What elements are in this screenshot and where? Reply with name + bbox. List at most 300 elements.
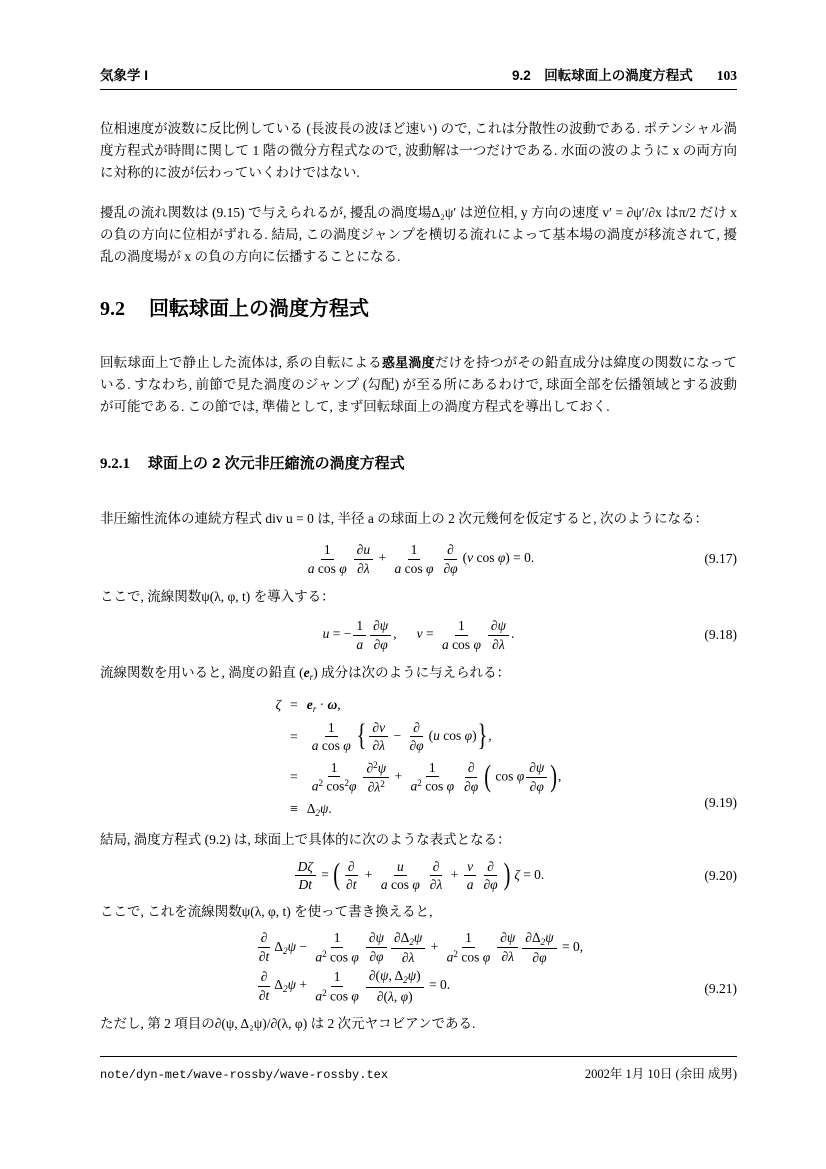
vorticity-line-post: ) 成分は次のように与えられる： <box>313 665 511 681</box>
equation-row <box>323 618 515 652</box>
math-token: . <box>328 800 332 816</box>
math-token: ∂ <box>500 930 507 946</box>
fraction <box>391 930 425 966</box>
math-token: φ <box>539 949 547 965</box>
equation-row <box>276 757 562 798</box>
math-token: ∂ <box>483 877 491 893</box>
math-token: ( <box>462 550 468 566</box>
math-token: + <box>427 938 442 954</box>
fraction-denominator <box>461 778 481 795</box>
fraction-denominator <box>464 876 477 893</box>
equation-number: (9.21) <box>704 981 737 997</box>
math-token: a <box>307 560 315 576</box>
math-token: v <box>467 550 474 566</box>
equation-rhs <box>307 757 562 798</box>
math-token: 2 <box>417 778 422 789</box>
equation-9-21 <box>100 927 737 1008</box>
fraction <box>440 542 460 576</box>
fraction <box>295 859 316 893</box>
fraction-denominator <box>312 948 362 965</box>
math-token: + <box>375 550 390 566</box>
math-token: Δ <box>274 938 283 954</box>
fraction-numerator <box>345 859 358 877</box>
math-token: cos <box>314 560 340 576</box>
math-token: ∂ <box>372 719 380 735</box>
radial-basis-vector-subscript: r <box>309 671 314 682</box>
math-token: 1 <box>410 542 418 557</box>
equation-9-20 <box>100 857 737 895</box>
math-token: = − <box>329 626 352 642</box>
math-token: cos <box>326 988 352 1004</box>
math-token: φ <box>343 738 351 754</box>
fraction-denominator <box>378 876 423 893</box>
fraction-denominator <box>480 876 500 893</box>
math-token: ) <box>416 968 421 984</box>
paragraph-dispersion: 位相速度が波数に反比例している (長波長の波ほど速い) ので, これは分散性の波動である. ポテンシャル渦度方程式が時間に関して 1 階の微分方程式なので, 波動解は一つだけである. 水面の波のように x の両方向に対称的に波が伝わっていくわけではない. <box>100 121 737 180</box>
math-token: ∂ <box>501 948 509 964</box>
math-token: cos <box>448 636 474 652</box>
math-token: φ <box>400 988 409 1004</box>
equation-row <box>254 930 583 966</box>
fraction <box>370 618 391 652</box>
fraction <box>343 859 359 893</box>
fraction-numerator <box>488 618 509 636</box>
fraction <box>363 760 389 795</box>
math-token: + <box>361 866 376 882</box>
fraction-denominator <box>312 987 362 1004</box>
math-token: ∂ <box>260 969 268 985</box>
math-token: ∂ <box>367 779 375 795</box>
math-token: φ <box>351 949 359 965</box>
math-token: φ <box>380 636 388 652</box>
math-token: ∂ <box>447 542 454 557</box>
equation-row <box>276 694 562 717</box>
fraction <box>488 618 509 652</box>
math-token: cos <box>326 949 352 965</box>
equation-row <box>276 717 562 757</box>
header-running-title <box>512 64 737 84</box>
fraction <box>378 859 423 893</box>
math-token: φ <box>412 877 420 893</box>
big-delimiter: ) <box>550 760 557 794</box>
fraction-denominator <box>371 636 391 653</box>
math-token: ∂ <box>368 930 376 946</box>
math-token: − <box>295 938 311 954</box>
math-token: 2 <box>318 778 324 789</box>
header-section-text: 9.2 回転球面上の渦度方程式 <box>511 68 693 83</box>
fraction <box>439 618 484 652</box>
fraction-denominator <box>499 948 518 965</box>
math-token: φ <box>490 877 498 893</box>
math-token: ψ <box>379 618 389 634</box>
subsection-number: 9.2.1 <box>100 456 130 472</box>
fraction-numerator <box>464 859 476 877</box>
fraction <box>256 930 272 964</box>
math-token: cos <box>401 560 426 576</box>
big-delimiter: ( <box>333 858 341 892</box>
math-token: ∂ <box>347 858 355 874</box>
fraction-denominator <box>366 948 386 965</box>
big-delimiter: } <box>477 719 488 753</box>
paragraph-jacobian-note: ただし, 第 2 項目の∂(ψ, Δ₂ψ)/∂(λ, φ) は 2 次元ヤコビアンである. <box>100 1016 476 1032</box>
math-token: ∂ <box>373 618 380 634</box>
math-token: 2 <box>403 975 408 986</box>
paragraph-streamfunction-intro: ここで, 流線関数ψ(λ, φ, t) を導入する： <box>100 589 335 605</box>
fraction-numerator <box>394 859 407 877</box>
math-token: ∂ <box>529 760 536 776</box>
math-token: a <box>311 738 319 754</box>
math-token: ∂ <box>258 948 266 964</box>
math-token: λ <box>508 948 515 964</box>
math-token: ω <box>327 696 338 712</box>
equation-rhs <box>307 798 562 821</box>
fraction-numerator <box>408 542 421 560</box>
fraction <box>309 760 360 795</box>
fraction-denominator <box>369 737 388 754</box>
math-token: φ <box>470 778 479 794</box>
math-token: 2 <box>409 936 414 947</box>
math-token: ∂ <box>467 760 475 776</box>
math-token: + <box>391 768 406 784</box>
math-token: φ <box>536 778 544 794</box>
math-token: ∂Δ <box>393 929 410 945</box>
paragraph-section-intro <box>100 352 737 418</box>
paragraph-rewrite-intro: ここで, これを流線関数ψ(λ, φ, t) を使って書き換えると, <box>100 903 433 919</box>
math-token: ∂ <box>529 778 537 794</box>
math-token: 1 <box>333 930 341 946</box>
fraction-denominator <box>406 737 426 754</box>
footer-file-path: note/dyn-met/wave-rossby/wave-rossby.tex <box>100 1068 389 1082</box>
fraction-denominator <box>256 948 272 965</box>
equation-9-18 <box>100 616 737 654</box>
fraction-numerator <box>366 930 387 948</box>
math-token: 1 <box>356 618 364 634</box>
math-token: r <box>312 703 317 714</box>
footer-date-author: 2002年 1月 10日 (余田 成男) <box>584 1067 737 1081</box>
fraction <box>526 760 547 794</box>
paragraph-continuity-intro: 非圧縮性流体の連続方程式 div u = 0 は, 半径 a の球面上の 2 次元幾何を仮定すると, 次のようになる： <box>100 511 708 526</box>
math-token: ψ <box>497 618 506 634</box>
math-token: φ <box>376 948 384 964</box>
math-token: v <box>467 858 474 874</box>
math-token: 2 <box>282 945 288 956</box>
math-token: 2 <box>373 759 378 770</box>
header-rule <box>100 89 737 90</box>
math-token: φ <box>497 550 506 566</box>
fraction-denominator <box>365 778 388 795</box>
math-token: 2 <box>282 984 288 995</box>
fraction-numerator <box>354 542 373 560</box>
math-token: ∂ <box>372 738 380 754</box>
math-token: ψ <box>545 929 554 945</box>
math-token: cos <box>439 727 465 743</box>
page-header <box>100 64 737 84</box>
fraction-denominator <box>399 949 418 966</box>
math-token: ζ <box>514 866 520 882</box>
math-token: = 0. <box>425 977 451 993</box>
math-token: φ <box>473 636 481 652</box>
subsection-title: 球面上の 2 次元非圧縮流の渦度方程式 <box>148 455 405 472</box>
math-token: ∂( <box>376 988 389 1004</box>
math-token: φ <box>450 560 458 576</box>
fraction-numerator <box>258 969 271 987</box>
footer-rule <box>100 1056 737 1082</box>
math-token: Δ <box>274 977 283 993</box>
equation-number: (9.18) <box>704 627 737 643</box>
math-token: t <box>265 987 270 1003</box>
fraction-denominator <box>408 777 458 794</box>
equation-row <box>254 968 583 1004</box>
math-token: 1 <box>330 759 338 775</box>
math-token: cos <box>421 778 447 794</box>
math-token: = 0. <box>519 866 545 882</box>
equation-9-17 <box>100 540 737 578</box>
math-token: ∂Δ <box>525 929 541 945</box>
math-token: a <box>446 949 454 965</box>
fraction <box>312 930 362 965</box>
fraction-numerator <box>363 760 389 778</box>
math-token: 2 <box>315 807 320 818</box>
math-token: 1 <box>465 930 472 946</box>
math-token: ψ <box>413 929 423 945</box>
math-token: a <box>441 636 449 652</box>
math-token: 2 <box>344 778 350 789</box>
fraction-numerator <box>455 618 468 636</box>
math-token: ψ <box>535 760 545 776</box>
math-token: , Δ <box>388 968 404 984</box>
math-token: ∂ <box>258 987 266 1003</box>
math-token: , <box>393 988 401 1004</box>
fraction-numerator <box>484 859 497 877</box>
math-token: , <box>393 626 397 642</box>
equation-lhs <box>276 694 281 717</box>
fraction <box>461 760 481 794</box>
equation-relation: = <box>290 697 298 713</box>
fraction <box>353 618 366 652</box>
math-token: cos <box>473 550 498 566</box>
math-token: φ <box>349 778 357 794</box>
math-token: 1 <box>458 618 465 634</box>
math-token: λ <box>374 779 381 795</box>
math-token: φ <box>416 738 424 754</box>
math-token: 2 <box>453 948 459 959</box>
equation-rhs <box>307 694 562 717</box>
fraction-numerator <box>462 930 475 948</box>
fraction-denominator <box>309 777 360 794</box>
math-token: ) <box>472 727 477 743</box>
equation-body <box>303 540 535 578</box>
math-token: ζ <box>275 697 282 713</box>
math-token: φ <box>339 560 347 576</box>
fraction-numerator <box>366 968 424 987</box>
page-number: 103 <box>716 68 737 83</box>
math-token: λ <box>408 949 415 965</box>
fraction-denominator <box>374 988 416 1005</box>
math-token: . <box>510 626 515 642</box>
fraction <box>256 969 272 1003</box>
fraction-denominator <box>527 778 547 795</box>
equation-row <box>293 859 545 893</box>
equation-relation: = <box>290 728 298 744</box>
fraction <box>366 968 424 1004</box>
big-delimiter: ) <box>503 858 511 892</box>
math-token: ψ <box>287 938 296 954</box>
math-token: ∂ <box>366 760 374 776</box>
fraction <box>480 859 500 893</box>
math-token: a <box>356 636 364 652</box>
math-token: = <box>422 626 437 642</box>
fraction <box>444 930 494 965</box>
math-token: v <box>416 626 423 642</box>
math-token: φ <box>446 778 455 794</box>
math-token: ψ <box>287 977 296 993</box>
equation-body <box>293 857 545 895</box>
fraction-denominator <box>529 949 549 966</box>
math-token: ) <box>408 988 413 1004</box>
paragraph-vorticity-component <box>100 662 737 688</box>
fraction-denominator <box>343 876 359 893</box>
math-token: ( <box>428 727 434 743</box>
math-token: ∂ <box>429 877 437 893</box>
math-token: a <box>466 877 474 893</box>
fraction-denominator <box>439 636 484 653</box>
math-token: ψ <box>319 800 329 816</box>
fraction-numerator <box>321 542 334 560</box>
math-token: u <box>433 727 440 743</box>
math-token: Dt <box>298 877 313 893</box>
math-token: u <box>396 858 404 874</box>
fraction-denominator <box>444 948 494 965</box>
math-token: + <box>447 866 462 882</box>
math-token: cos <box>491 768 517 784</box>
fraction-denominator <box>296 876 316 893</box>
math-token: t <box>265 948 270 964</box>
math-token: ∂ <box>260 930 268 946</box>
math-token: cos <box>458 949 483 965</box>
fraction <box>354 542 373 576</box>
fraction-numerator <box>497 930 518 948</box>
math-token: a <box>410 778 418 794</box>
math-token: a <box>380 877 388 893</box>
math-token: ) = 0. <box>505 550 535 566</box>
section-number: 9.2 <box>100 298 125 320</box>
section-intro-pre: 回転球面上で静止した流体は, 系の自転による <box>100 355 382 370</box>
math-token: v <box>379 719 386 735</box>
fraction <box>522 930 556 966</box>
math-token: λ <box>388 988 394 1004</box>
math-token: ∂ <box>490 618 498 634</box>
fraction <box>497 930 518 964</box>
fraction <box>309 720 354 754</box>
math-token: cos <box>318 738 344 754</box>
math-token: + <box>295 977 311 993</box>
math-token: ∂ <box>492 636 499 652</box>
math-token: 1 <box>333 969 341 984</box>
fraction <box>391 542 436 576</box>
math-token: 2 <box>540 936 546 947</box>
math-token: ∂ <box>356 542 364 557</box>
fraction-numerator <box>258 930 271 948</box>
equation-number: (9.20) <box>704 867 737 883</box>
page-footer <box>100 1057 737 1082</box>
fraction <box>406 720 426 754</box>
fraction-numerator <box>369 720 388 738</box>
math-token: λ <box>436 877 443 893</box>
math-token: = <box>317 866 333 882</box>
math-token: ψ <box>375 930 384 946</box>
math-token: φ <box>464 727 473 743</box>
math-token: φ <box>516 768 525 784</box>
section-intro-post: だけを持つがその鉛直成分は緯度の関数になっている. すなわち, 前節で見た渦度のジャンプ (勾配) が至る所にあるわけで, 球面全部を伝播領域とする波動が可能である. この節では, 準備として, まず回転球面上の渦度方程式を導出しておく. <box>100 355 738 414</box>
equation-body <box>254 927 583 1008</box>
fraction-denominator <box>256 987 272 1004</box>
fraction-numerator <box>426 760 439 778</box>
fraction-numerator <box>391 930 425 949</box>
math-token: φ <box>351 988 359 1004</box>
equation-relation: ≡ <box>290 801 298 817</box>
fraction-denominator <box>309 737 354 754</box>
math-token: ∂ <box>369 948 377 964</box>
math-token: ψ <box>407 968 417 984</box>
math-token: , <box>337 696 341 712</box>
fraction-denominator <box>440 560 460 577</box>
paragraph-perturbation: 擾乱の流れ関数は (9.15) で与えられるが, 擾乱の渦度場Δ₂ψ′ は逆位相, y 方向の速度 v′ = ∂ψ′/∂x はπ/2 だけ x の負の方向に位相がずれる. 結局, この渦度ジャンプを横切る流れによって基本場の渦度が移流されて, 擾乱の渦度場が x の負の方向に伝播することになる. <box>100 205 737 264</box>
fraction-denominator <box>353 636 366 653</box>
equation-number: (9.17) <box>704 551 737 567</box>
subsection-heading <box>100 454 737 474</box>
math-token: 2 <box>322 987 327 998</box>
fraction-denominator <box>489 636 508 653</box>
equation-number: (9.19) <box>704 794 737 810</box>
math-token: 2 <box>322 948 327 959</box>
math-token: 1 <box>327 719 335 735</box>
math-token: ψ <box>380 968 389 984</box>
fraction-denominator <box>305 560 350 577</box>
fraction-numerator <box>444 542 457 560</box>
math-token: · <box>316 696 328 712</box>
fraction <box>312 969 362 1004</box>
radial-basis-vector-symbol: e <box>303 665 310 681</box>
math-token: 1 <box>323 542 331 557</box>
math-token: 2 <box>380 778 385 789</box>
math-token: u <box>363 542 371 557</box>
math-token: φ <box>482 949 491 965</box>
fraction <box>369 720 388 754</box>
fraction <box>366 930 387 964</box>
equation-row <box>276 798 562 821</box>
fraction-numerator <box>526 760 547 778</box>
math-token: Δ <box>306 800 316 816</box>
math-token: ∂ <box>373 636 381 652</box>
header-course-title: 気象学 I <box>100 68 149 83</box>
math-token: ∂ <box>409 738 417 754</box>
fraction-numerator <box>325 720 338 738</box>
math-token: ψ <box>506 930 516 946</box>
fraction-numerator <box>430 859 443 877</box>
math-token: , <box>488 727 492 743</box>
math-token: ∂ <box>357 560 364 576</box>
math-token: ∂ <box>464 778 471 794</box>
math-token: e <box>306 696 313 712</box>
math-token: ∂( <box>368 968 381 984</box>
fraction-numerator <box>328 760 341 778</box>
fraction-denominator <box>354 560 373 577</box>
fraction <box>408 760 458 795</box>
equation-body <box>276 694 562 821</box>
math-token: − <box>390 727 405 743</box>
math-token: = 0, <box>558 938 584 954</box>
math-token: ∂ <box>532 949 540 965</box>
